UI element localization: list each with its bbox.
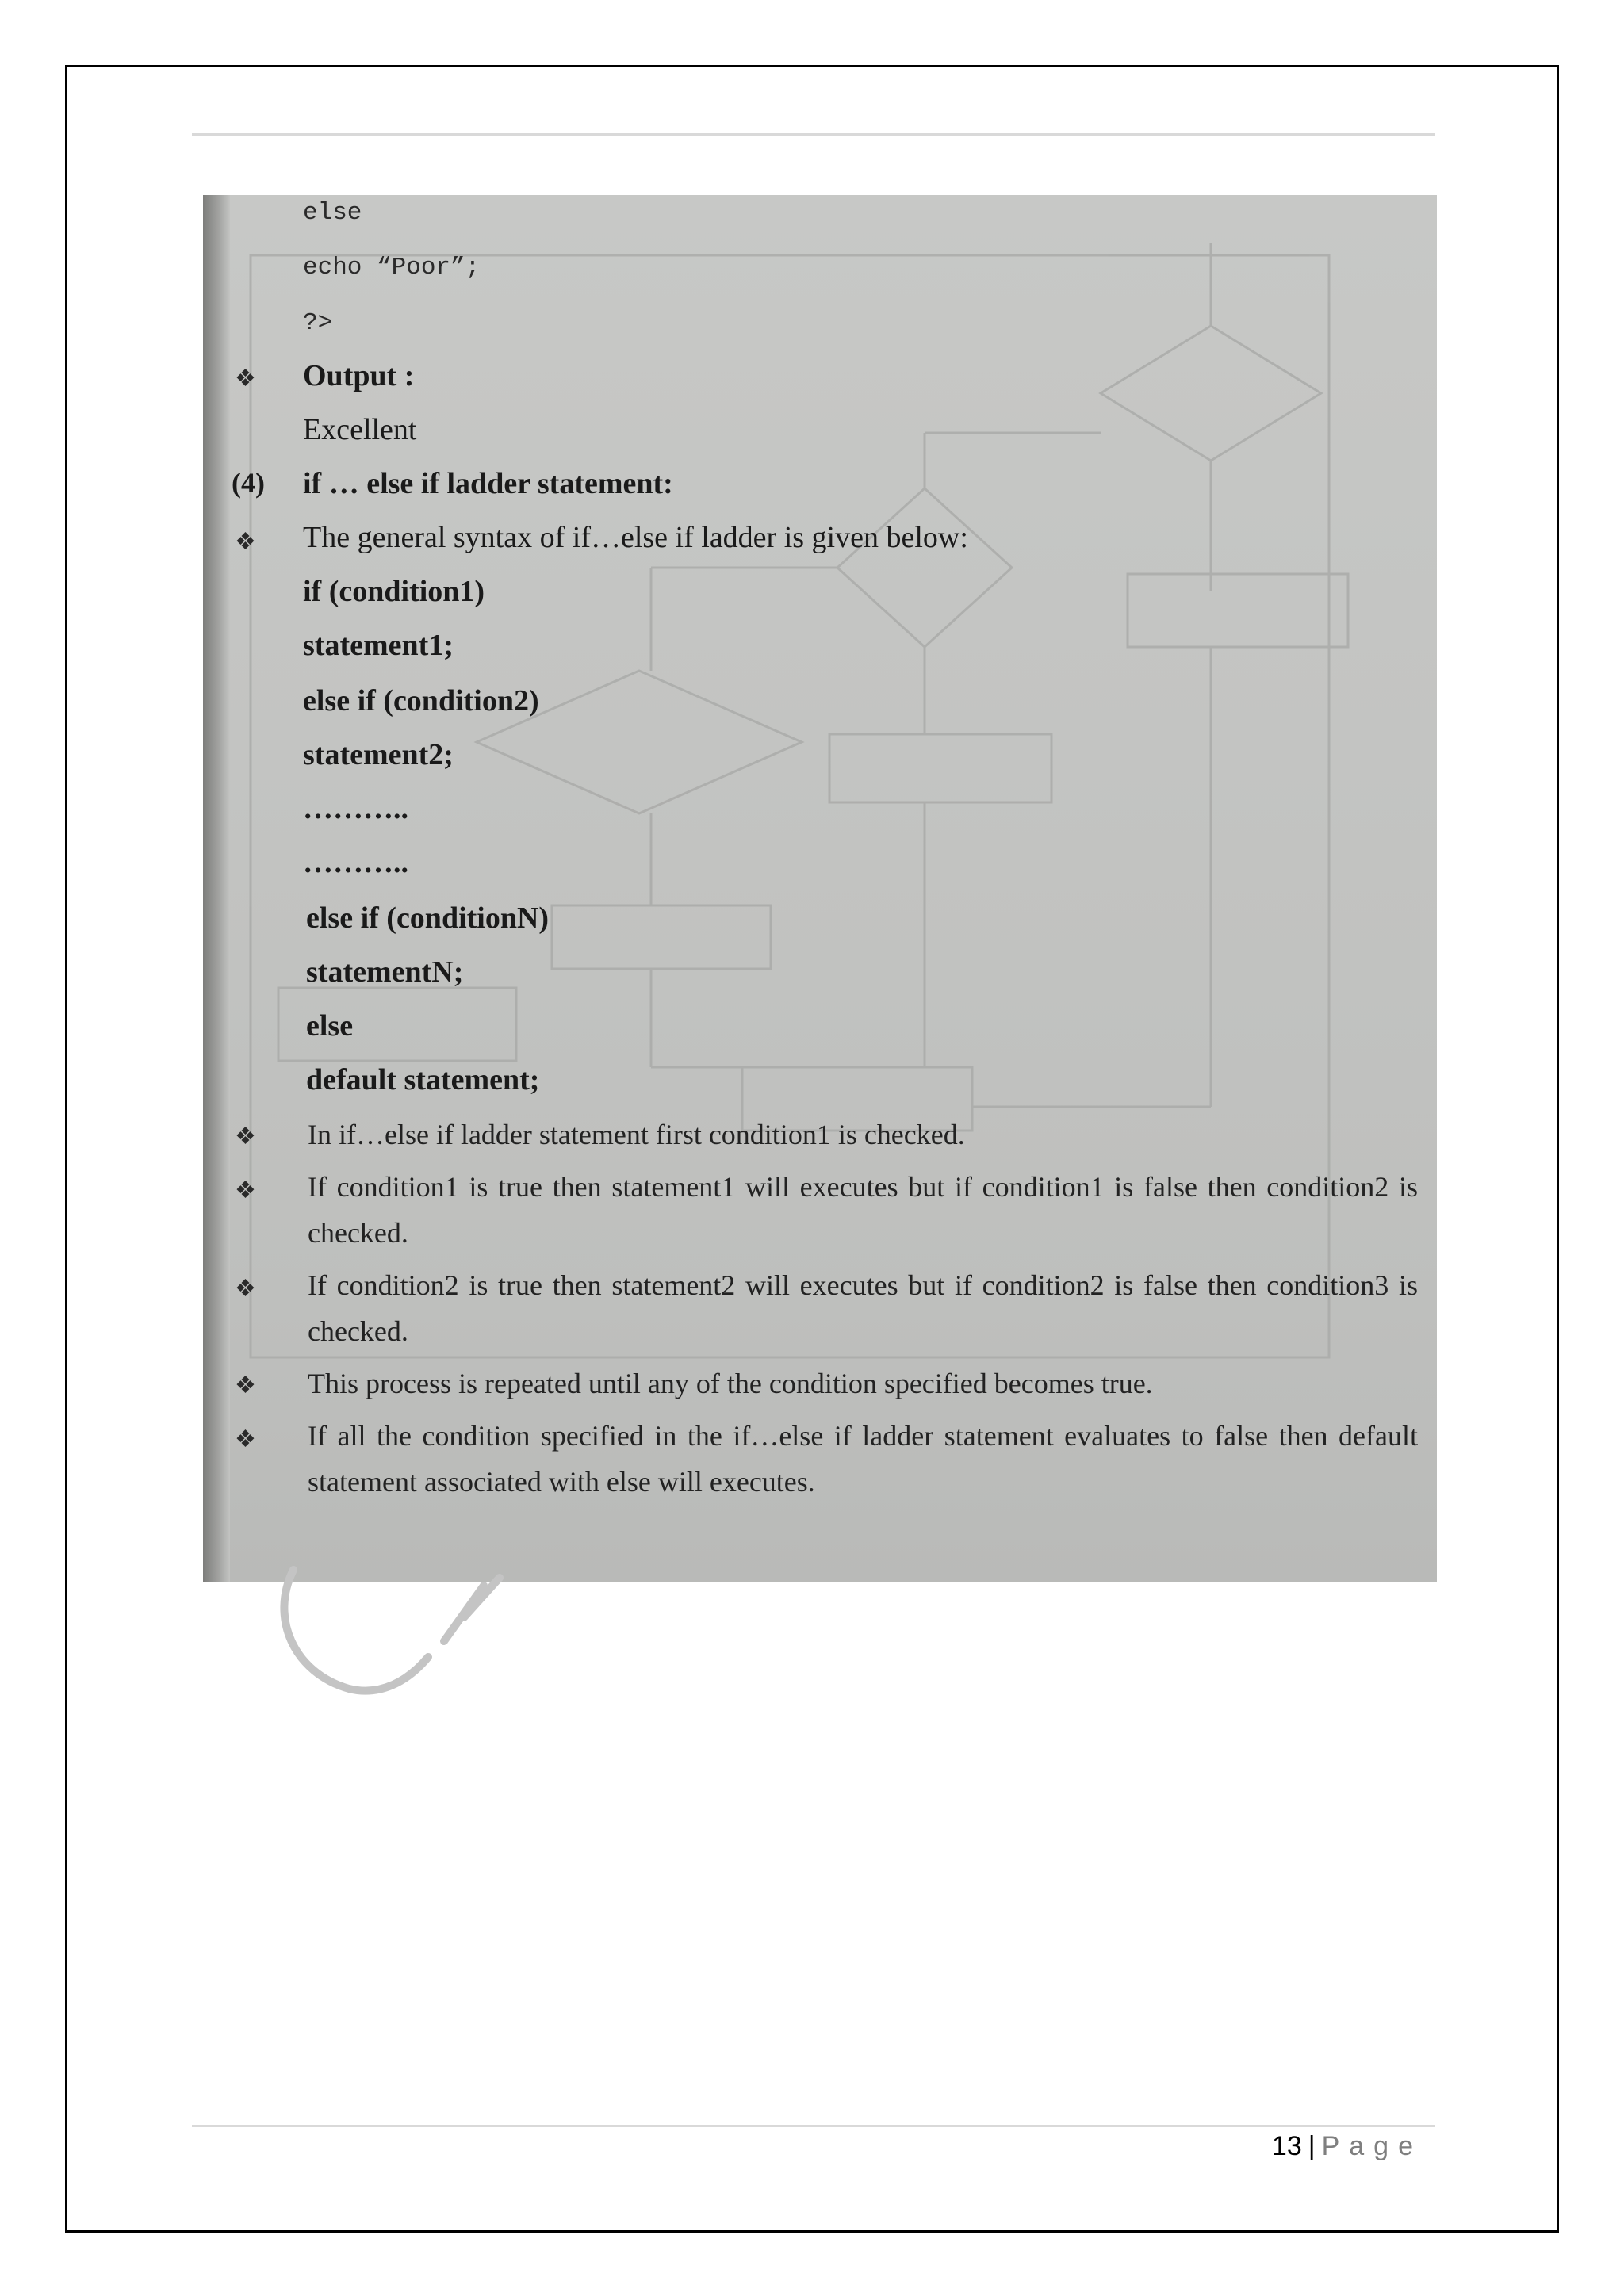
syntax-line: statement2;	[303, 738, 454, 771]
syntax-line: ………..	[303, 792, 408, 825]
footer-rule	[192, 2125, 1435, 2127]
bullet-text: In if…else if ladder statement first condition1 is checked.	[308, 1119, 965, 1150]
syntax-line: statementN;	[306, 955, 464, 989]
scanned-textbook-photo	[203, 195, 1437, 1582]
code-echo: echo “Poor”;	[303, 254, 481, 281]
code-else: else	[303, 199, 362, 227]
page-footer	[1272, 2131, 1423, 2162]
page-number: 13	[1271, 2131, 1302, 2161]
syntax-line: default statement;	[306, 1063, 540, 1096]
syntax-line: else if (conditionN)	[306, 901, 550, 935]
bullet-text: If all the condition specified in the if…else if ladder statement evaluates to false then default statement associated with else will executes.	[308, 1420, 1418, 1498]
section-title: if … else if ladder statement:	[303, 467, 673, 500]
syntax-line: else if (condition2)	[303, 684, 539, 718]
page-word: Page	[1321, 2131, 1423, 2161]
bullet-text: If condition2 is true then statement2 will executes but if condition2 is false then condition3 is checked.	[308, 1269, 1418, 1347]
output-heading: Output :	[303, 359, 415, 392]
bullet-icon: ❖	[235, 529, 256, 555]
syntax-intro: The general syntax of if…else if ladder is given below:	[303, 521, 968, 554]
syntax-line: else	[306, 1009, 354, 1043]
bullet-icon: ❖	[235, 1276, 256, 1302]
photo-text-content	[203, 195, 1437, 1582]
bullet-icon: ❖	[235, 1426, 256, 1452]
syntax-line: ………..	[303, 846, 408, 879]
syntax-line: if (condition1)	[303, 575, 485, 608]
bullet-text: This process is repeated until any of the condition specified becomes true.	[308, 1368, 1153, 1399]
code-close-tag: ?>	[303, 309, 333, 337]
bullet-icon: ❖	[235, 1123, 256, 1150]
syntax-line: statement1;	[303, 629, 454, 662]
bullet-icon: ❖	[235, 365, 256, 392]
header-rule	[192, 133, 1435, 136]
bullet-text: If condition1 is true then statement1 will executes but if condition1 is false then condition2 is checked.	[308, 1171, 1418, 1249]
page-separator: |	[1308, 2131, 1316, 2161]
watermark-curve	[284, 1570, 428, 1691]
bullet-icon: ❖	[235, 1372, 256, 1399]
watermark-logo	[262, 1554, 563, 1712]
bullet-icon: ❖	[235, 1177, 256, 1203]
section-number: (4)	[232, 467, 265, 499]
output-value: Excellent	[303, 413, 417, 446]
